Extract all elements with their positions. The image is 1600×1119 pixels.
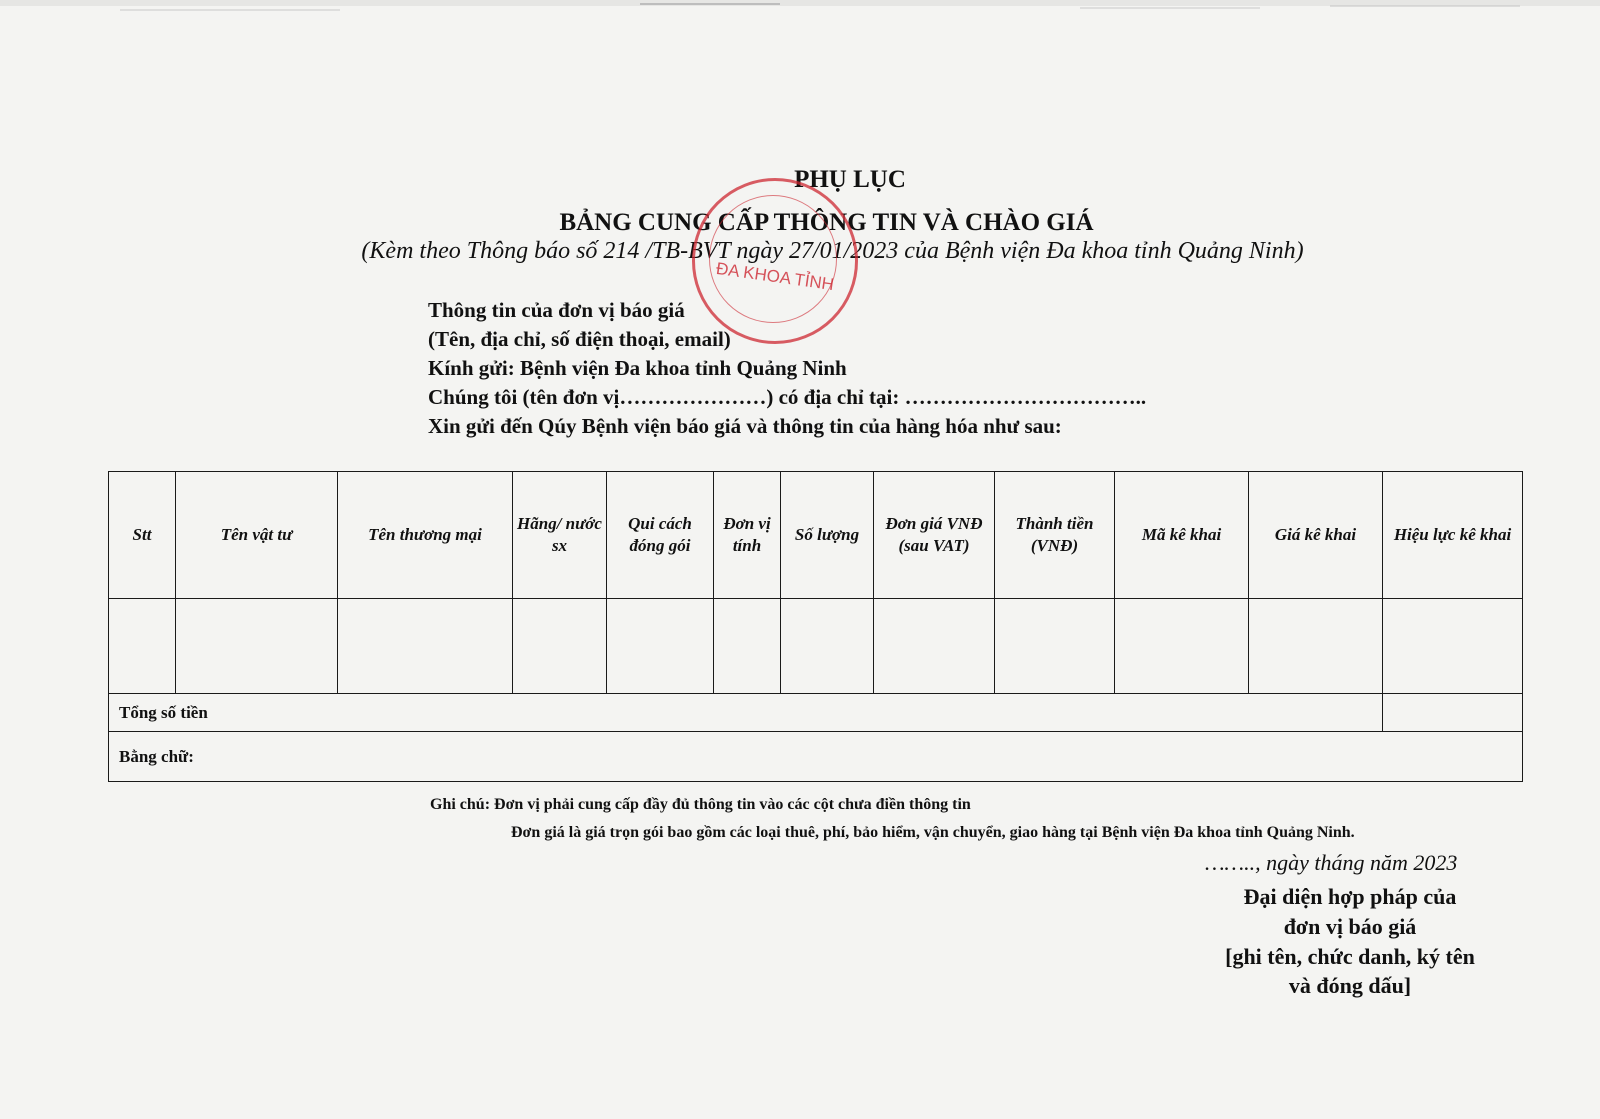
supplier-info-hint: (Tên, địa chỉ, số điện thoại, email) bbox=[428, 327, 731, 351]
col-header-material-name: Tên vật tư bbox=[176, 472, 338, 599]
supplier-info-heading: Thông tin của đơn vị báo giá bbox=[428, 298, 685, 322]
signature-line-4: và đóng dấu] bbox=[1288, 973, 1412, 998]
col-header-unit-price: Đơn giá VNĐ (sau VAT) bbox=[874, 472, 995, 599]
seal-text: ĐA KHOA TỈNH bbox=[714, 258, 836, 295]
signature-line-3: [ghi tên, chức danh, ký tên bbox=[1225, 944, 1475, 969]
table-cell bbox=[338, 599, 513, 694]
table-cell bbox=[607, 599, 714, 694]
supplier-address-line: Chúng tôi (tên đơn vị…………………) có địa chỉ tại: …………………………….. bbox=[428, 385, 1147, 409]
signature-line-1: Đại diện hợp pháp của bbox=[1243, 884, 1457, 909]
form-title: BẢNG CUNG CẤP THÔNG TIN VÀ CHÀO GIÁ bbox=[559, 209, 1094, 236]
table-cell bbox=[1249, 599, 1383, 694]
signature-line-2: đơn vị báo giá bbox=[1283, 914, 1417, 939]
addressee-line: Kính gửi: Bệnh viện Đa khoa tỉnh Quảng Ninh bbox=[428, 356, 847, 380]
table-cell bbox=[176, 599, 338, 694]
request-line: Xin gửi đến Qúy Bệnh viện báo giá và thông tin của hàng hóa như sau: bbox=[428, 414, 1062, 438]
col-header-stt: Stt bbox=[109, 472, 176, 599]
note-fill-all-columns: Ghi chú: Đơn vị phải cung cấp đầy đủ thông tin vào các cột chưa điền thông tin bbox=[430, 796, 971, 813]
table-cell bbox=[781, 599, 874, 694]
table-cell bbox=[109, 599, 176, 694]
total-label: Tổng số tiền bbox=[109, 694, 1383, 732]
col-header-declared-price: Giá kê khai bbox=[1249, 472, 1383, 599]
note-price-inclusive: Đơn giá là giá trọn gói bao gồm các loại thuê, phí, bảo hiểm, vận chuyển, giao hàng tại Bệnh viện Đa khoa tỉnh Quảng Ninh. bbox=[511, 824, 1355, 841]
table-cell bbox=[1115, 599, 1249, 694]
table-cell bbox=[714, 599, 781, 694]
table-row bbox=[109, 599, 1523, 694]
red-seal-stamp bbox=[692, 178, 858, 344]
total-row bbox=[109, 694, 1523, 732]
amount-in-words-row bbox=[109, 732, 1523, 782]
table-cell bbox=[874, 599, 995, 694]
table-cell bbox=[1383, 599, 1523, 694]
col-header-quantity: Số lượng bbox=[781, 472, 874, 599]
quotation-table bbox=[108, 471, 1523, 782]
date-line: …….., ngày tháng năm 2023 bbox=[1205, 850, 1458, 875]
col-header-manufacturer: Hãng/ nước sx bbox=[513, 472, 607, 599]
table-cell bbox=[513, 599, 607, 694]
amount-in-words-label: Bằng chữ: bbox=[109, 732, 1523, 782]
reference-line: (Kèm theo Thông báo số 214 /TB-BVT ngày 27/01/2023 của Bệnh viện Đa khoa tỉnh Quảng Ninh) bbox=[361, 238, 1304, 264]
col-header-trade-name: Tên thương mại bbox=[338, 472, 513, 599]
seal-inner-ring bbox=[709, 195, 837, 323]
col-header-packaging: Qui cách đóng gói bbox=[607, 472, 714, 599]
scan-noise bbox=[0, 0, 1600, 40]
table-cell bbox=[995, 599, 1115, 694]
table-header-row bbox=[109, 472, 1523, 599]
col-header-declaration-validity: Hiệu lực kê khai bbox=[1383, 472, 1523, 599]
col-header-declaration-code: Mã kê khai bbox=[1115, 472, 1249, 599]
col-header-unit: Đơn vị tính bbox=[714, 472, 781, 599]
total-value-cell bbox=[1383, 694, 1523, 732]
appendix-title: PHỤ LỤC bbox=[794, 166, 906, 193]
col-header-amount: Thành tiền (VNĐ) bbox=[995, 472, 1115, 599]
